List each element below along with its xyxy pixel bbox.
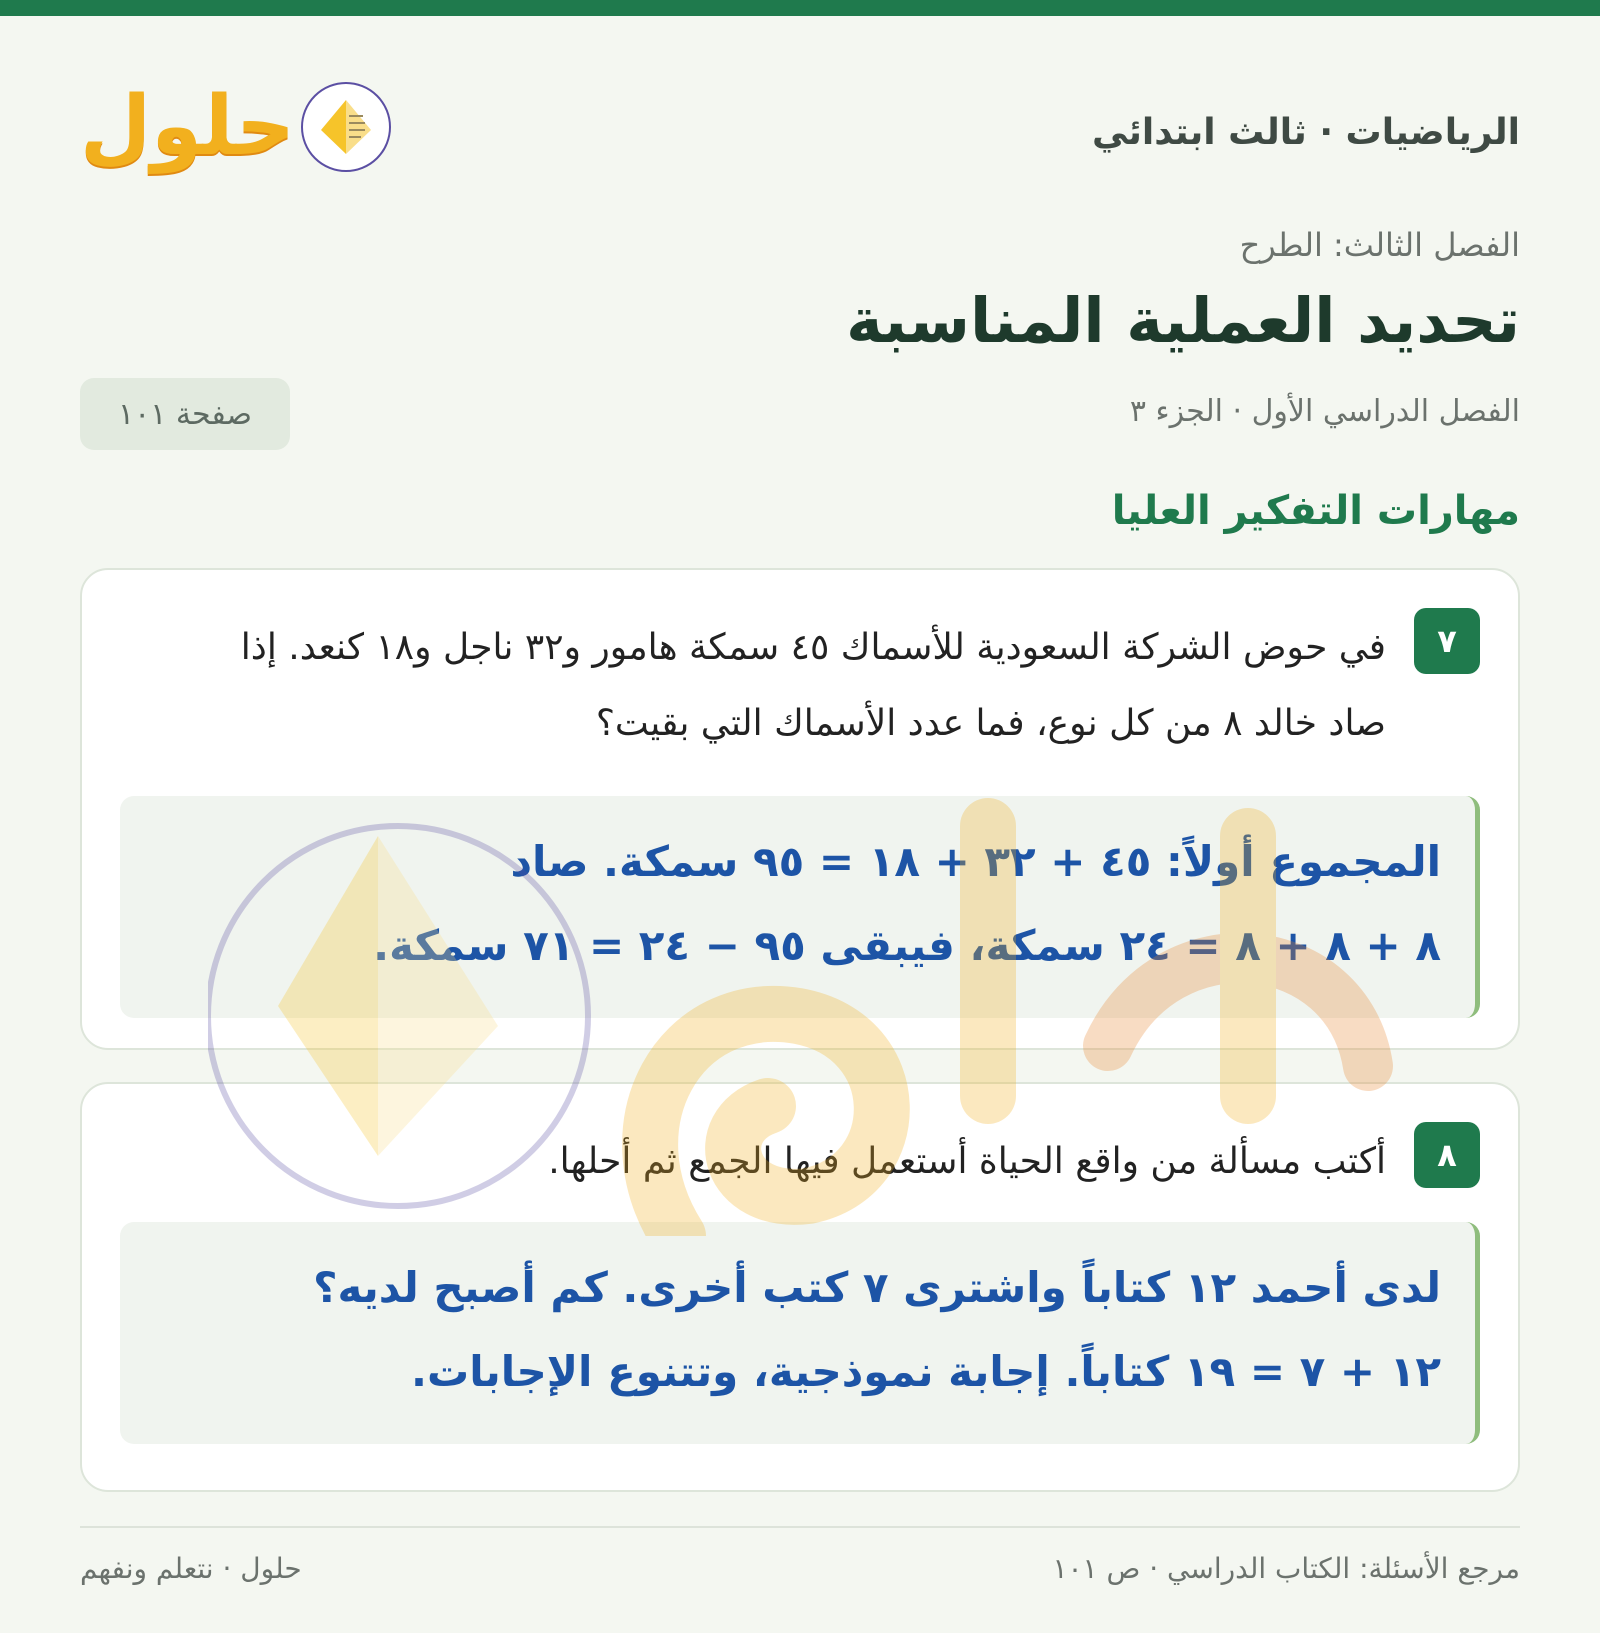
subject-grade-label: الرياضيات · ثالث ابتدائي [1091, 112, 1520, 153]
question-card [80, 568, 1520, 1050]
brand-wordmark: حلول [80, 79, 296, 174]
answer-line: لدى أحمد ١٢ كتاباً واشترى ٧ كتب أخرى. كم أصبح لديه؟ [313, 1263, 1441, 1312]
question-number-badge: ٨ [1414, 1122, 1480, 1188]
book-icon [301, 82, 391, 172]
answer-box [120, 1222, 1480, 1444]
header [80, 72, 1520, 212]
brand-logo[interactable] [80, 79, 391, 174]
footer-reference: مرجع الأسئلة: الكتاب الدراسي · ص ١٠١ [1052, 1552, 1520, 1585]
question-text: أكتب مسألة من واقع الحياة أستعمل فيها الجمع ثم أحلها. [548, 1141, 1386, 1182]
answer-line: ٨ + ٨ + ٨ = ٢٤ سمكة، فيبقى ٩٥ − ٢٤ = ٧١ سمكة. [373, 921, 1441, 970]
footer-brand: حلول · نتعلم ونفهم [80, 1552, 302, 1585]
page-container [80, 16, 1520, 1633]
page-badge: صفحة ١٠١ [80, 378, 290, 450]
footer-divider [80, 1526, 1520, 1528]
lesson-title: تحديد العملية المناسبة [846, 284, 1520, 357]
top-accent-bar [0, 0, 1600, 16]
answer-line: ١٢ + ٧ = ١٩ كتاباً. إجابة نموذجية، وتتنوع الإجابات. [411, 1347, 1441, 1396]
question-text: في حوض الشركة السعودية للأسماك ٤٥ سمكة هامور و٣٢ ناجل و١٨ كنعد. إذا صاد خالد ٨ من كل نوع، فما عدد الأسماك التي بقيت؟ [240, 627, 1386, 744]
question-number-badge: ٧ [1414, 608, 1480, 674]
term-label: الفصل الدراسي الأول · الجزء ٣ [1129, 394, 1520, 429]
answer-line: المجموع أولاً: ٤٥ + ٣٢ + ١٨ = ٩٥ سمكة. صاد [510, 837, 1441, 886]
question-card [80, 1082, 1520, 1492]
answer-box [120, 796, 1480, 1018]
section-heading: مهارات التفكير العليا [1111, 488, 1520, 534]
chapter-label: الفصل الثالث: الطرح [1239, 226, 1520, 264]
